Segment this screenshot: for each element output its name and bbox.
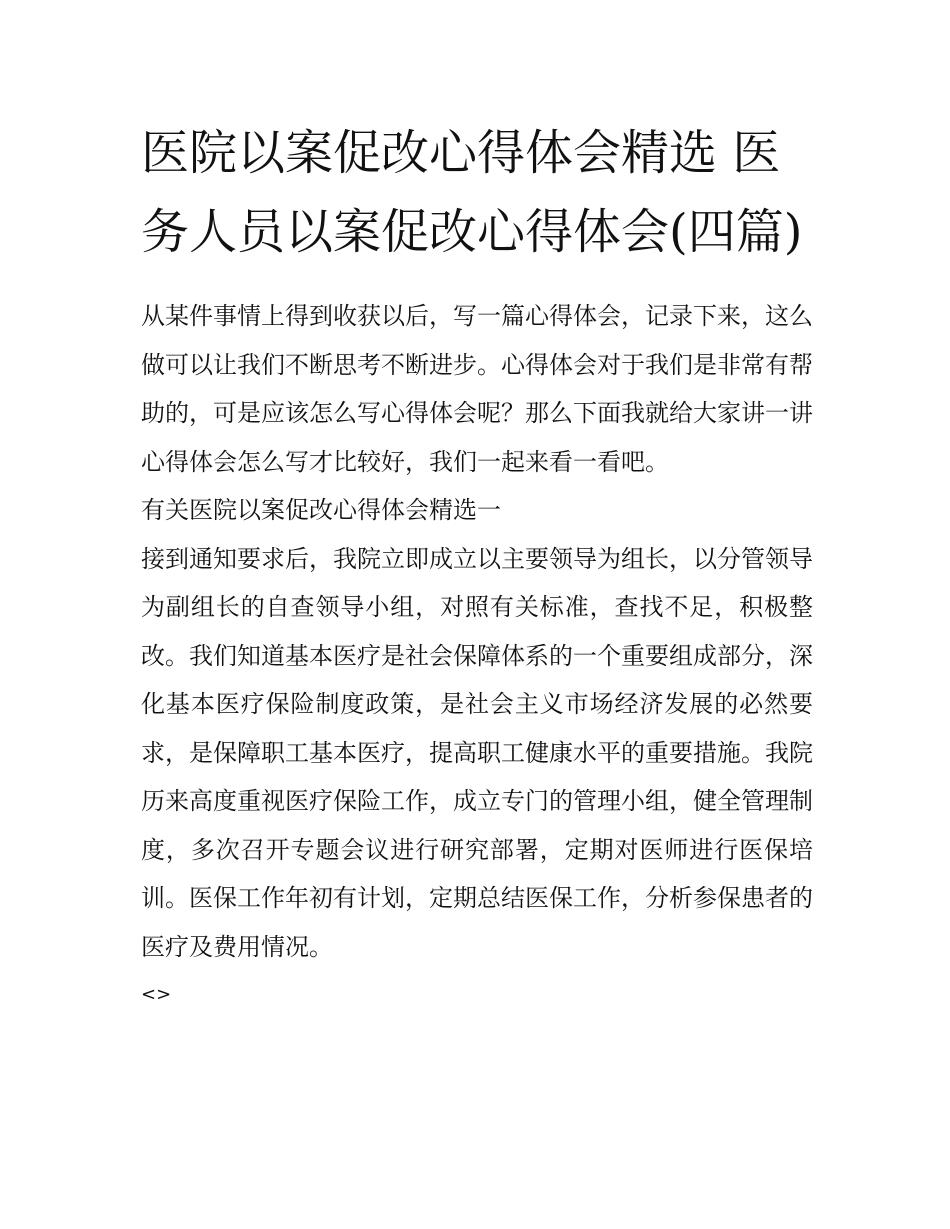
section-paragraph: 接到通知要求后，我院立即成立以主要领导为组长，以分管领导为副组长的自查领导小组，对照有关标准，查找不足，积极整改。我们知道基本医疗是社会保障体系的一个重要组成部分，深化基本医疗保险制度政策，是社会主义市场经济发展的必然要求，是保障职工基本医疗，提高职工健康水平的重要措施。我院历来高度重视医疗保险工作，成立专门的管理小组，健全管理制度，多次召开专题会议进行研究部署，定期对医师进行医保培训。医保工作年初有计划，定期总结医保工作，分析参保患者的医疗及费用情况。 [141, 544, 813, 961]
document-content [141, 114, 813, 1019]
intro-paragraph: 从某件事情上得到收获以后，写一篇心得体会，记录下来，这么做可以让我们不断思考不断进步。心得体会对于我们是非常有帮助的，可是应该怎么写心得体会呢？那么下面我就给大家讲一讲心得体会怎么写才比较好，我们一起来看一看吧。 [141, 302, 813, 476]
nav-marker[interactable]: <> [141, 984, 172, 1005]
document-title: 医院以案促改心得体会精选 医务人员以案促改心得体会(四篇) [141, 125, 803, 260]
section-heading: 有关医院以案促改心得体会精选一 [141, 496, 501, 524]
